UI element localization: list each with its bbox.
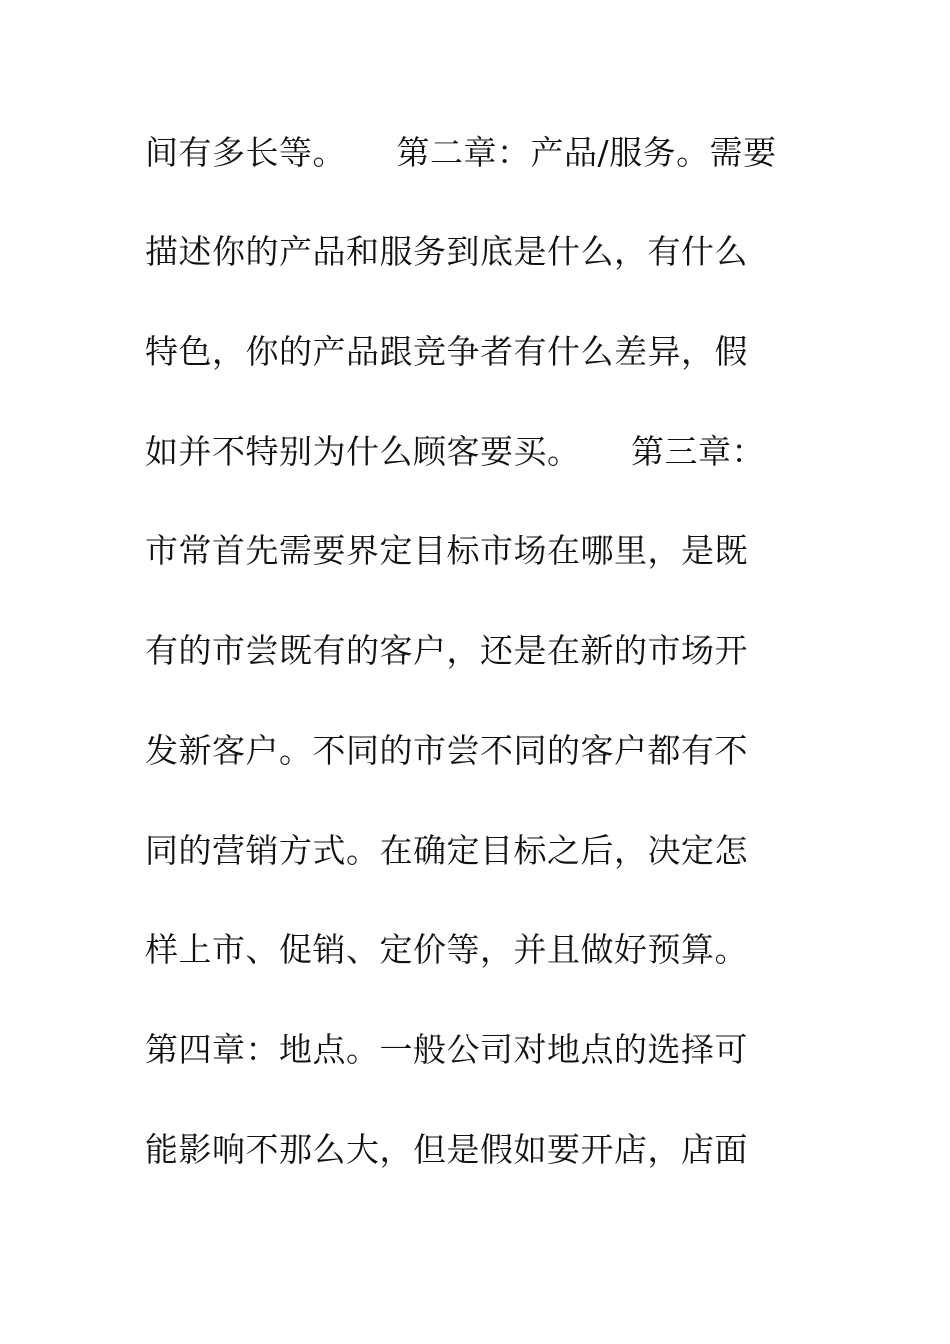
text-line-2: 描述你的产品和服务到底是什么，有什么 — [145, 232, 748, 271]
text-line-4: 如并不特别为什么顾客要买。 第三章： — [145, 432, 765, 471]
text-line-9: 样上市、促销、定价等，并且做好预算。 — [145, 930, 748, 969]
text-line-8: 同的营销方式。在确定目标之后，决定怎 — [145, 831, 748, 870]
text-line-11: 能影响不那么大，但是假如要开店，店面 — [145, 1130, 748, 1169]
text-line-3: 特色，你的产品跟竞争者有什么差异，假 — [145, 332, 748, 371]
text-line-1: 间有多长等。 第二章：产品/服务。需要 — [145, 133, 777, 172]
text-line-5: 市常首先需要界定目标市场在哪里，是既 — [145, 531, 748, 570]
text-line-6: 有的市尝既有的客户，还是在新的市场开 — [145, 631, 748, 670]
text-line-7: 发新客户。不同的市尝不同的客户都有不 — [145, 731, 748, 770]
text-line-10: 第四章：地点。一般公司对地点的选择可 — [145, 1030, 748, 1069]
